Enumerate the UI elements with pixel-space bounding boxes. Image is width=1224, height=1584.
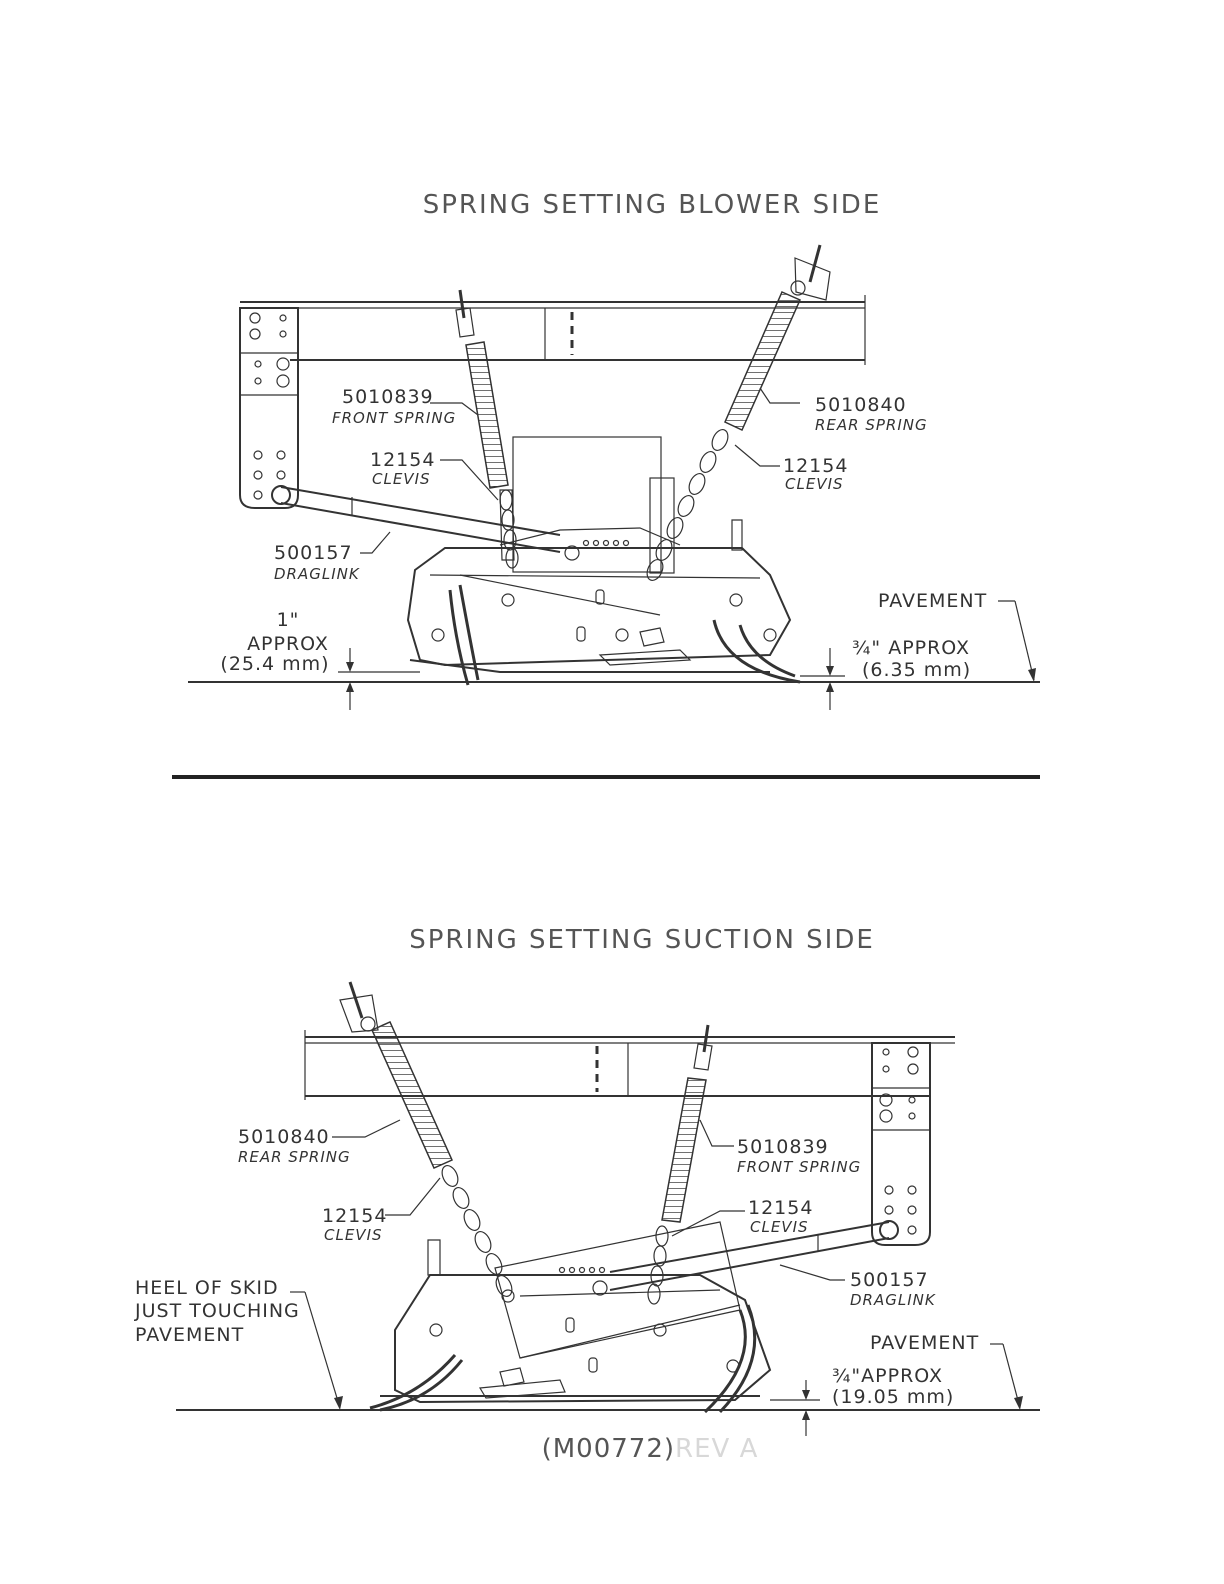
blower-pickup-head <box>408 437 800 685</box>
suction-draglink-part: 500157 <box>850 1269 929 1291</box>
suction-clevis-right-part: 12154 <box>748 1197 814 1219</box>
blower-dim-left-l2: APPROX <box>247 633 329 655</box>
blower-pavement-label: PAVEMENT <box>878 590 988 612</box>
suction-heel-note-l2: JUST TOUCHING <box>135 1300 300 1322</box>
suction-clevis-right-desc: CLEVIS <box>750 1218 809 1236</box>
blower-dim-left-l3: (25.4 mm) <box>220 653 330 675</box>
blower-draglink-desc: DRAGLINK <box>274 565 360 583</box>
suction-dim-right-l1: ¾"APPROX <box>832 1365 944 1387</box>
suction-clevis-left-desc: CLEVIS <box>324 1226 383 1244</box>
blower-title: SPRING SETTING BLOWER SIDE <box>422 190 882 220</box>
blower-clevis-right-part: 12154 <box>783 455 849 477</box>
suction-title: SPRING SETTING SUCTION SIDE <box>409 925 875 955</box>
suction-pickup-head <box>370 1222 770 1412</box>
drawing-id: (M00772) <box>541 1434 676 1464</box>
blower-clevis-left-part: 12154 <box>370 449 436 471</box>
suction-rear-spring-part: 5010840 <box>238 1126 330 1148</box>
suction-front-spring-part: 5010839 <box>737 1136 829 1158</box>
suction-heel-note-l3: PAVEMENT <box>135 1324 245 1346</box>
suction-side-view <box>134 925 1040 1436</box>
blower-side-view <box>188 190 1040 710</box>
revision-label: REV A <box>675 1434 759 1464</box>
drawing-reference <box>542 1434 759 1464</box>
blower-front-spring-desc: FRONT SPRING <box>332 409 457 427</box>
blower-dim-left-l1: 1" <box>276 609 300 631</box>
blower-draglink-part: 500157 <box>274 542 353 564</box>
suction-clevis-left-part: 12154 <box>322 1205 388 1227</box>
blower-clevis-right-desc: CLEVIS <box>785 475 844 493</box>
suction-front-spring-desc: FRONT SPRING <box>737 1158 862 1176</box>
suction-draglink-desc: DRAGLINK <box>850 1291 936 1309</box>
blower-dim-right-l1: ¾" APPROX <box>852 637 971 659</box>
suction-heel-note-l1: HEEL OF SKID <box>135 1277 279 1299</box>
blower-rear-spring-desc: REAR SPRING <box>815 416 928 434</box>
blower-clevis-left-desc: CLEVIS <box>372 470 431 488</box>
blower-dim-right-l2: (6.35 mm) <box>862 659 972 681</box>
blower-rear-spring <box>644 245 830 583</box>
suction-rear-spring-desc: REAR SPRING <box>238 1148 351 1166</box>
suction-dim-right-l2: (19.05 mm) <box>832 1386 955 1408</box>
suction-mount-bracket <box>872 1043 930 1245</box>
blower-rear-spring-part: 5010840 <box>815 394 907 416</box>
suction-pavement-dims <box>176 1292 1040 1436</box>
suction-pavement-label: PAVEMENT <box>870 1332 980 1354</box>
blower-mount-bracket <box>240 308 298 508</box>
blower-front-spring-part: 5010839 <box>342 386 434 408</box>
suction-front-spring <box>648 1025 712 1304</box>
